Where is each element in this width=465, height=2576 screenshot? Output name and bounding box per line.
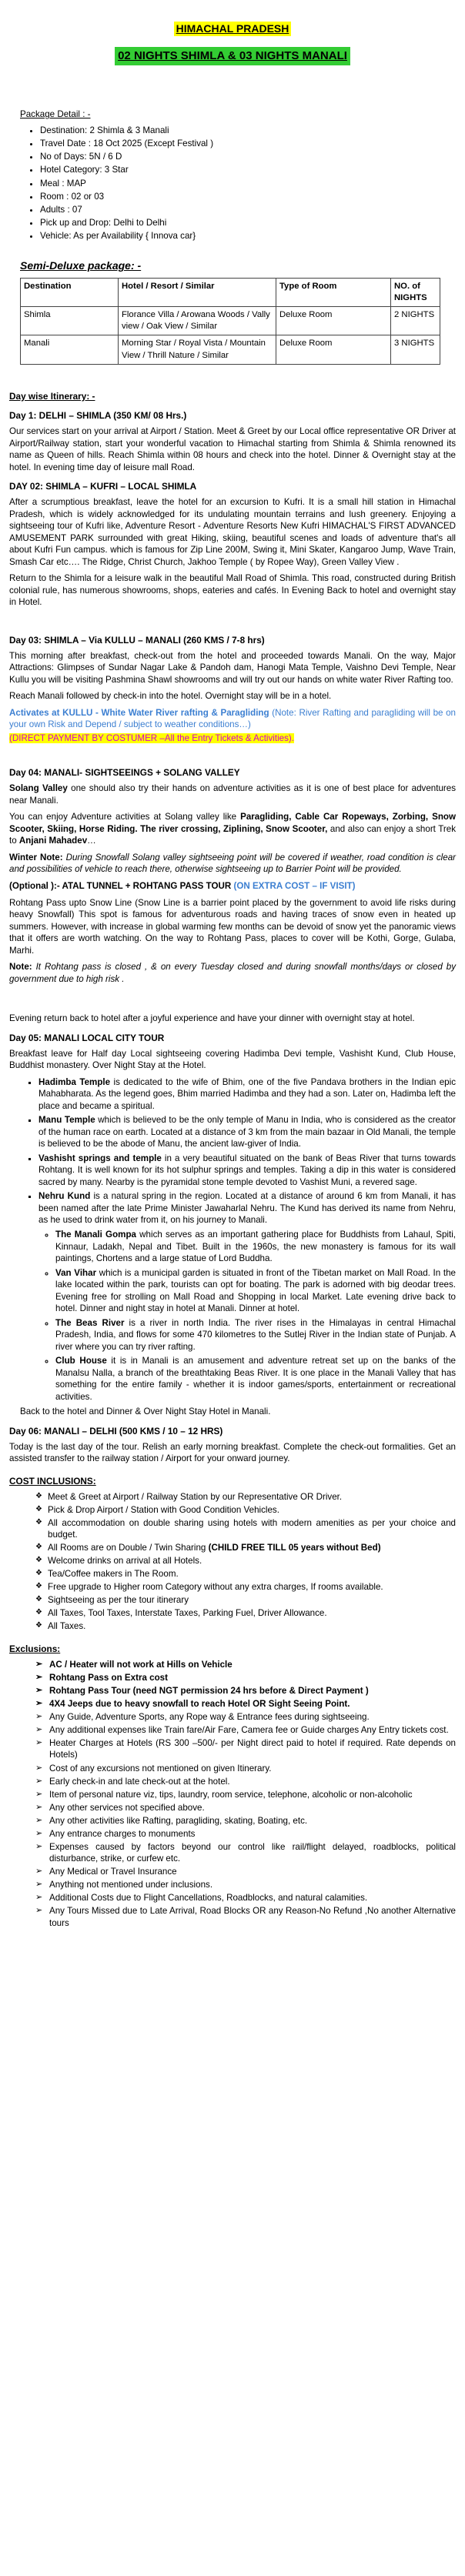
doc-title: HIMACHAL PRADESH: [174, 22, 292, 36]
exclusions-heading: Exclusions:: [9, 1643, 61, 1654]
list-item: [35, 1568, 456, 1580]
winter-label: Winter Note:: [9, 852, 63, 863]
day1-text: Our services start on your arrival at Airport / Station. Meet & Greet by our Local office representative OR Driver at Airport/Railway station, start your wonderful vacation to Himachal starting from Shimla & Shimla renowned its name as Queen of hills. Reach Shimla within 08 hours and check into the hotel. Dinner & Overnight stay at the hotel. In evening time day of leisure mall Road.: [9, 426, 456, 472]
day3-para2: Reach Manali followed by check-in into the hotel. Overnight stay will be in a hotel.: [9, 691, 332, 702]
direct-payment-note: (DIRECT PAYMENT BY COSTUMER –All the Entry Tickets & Activities).: [9, 732, 295, 743]
table-cell: Deluxe Room: [276, 335, 391, 364]
manali-more-sights-list: [9, 1229, 456, 1403]
hotel-table: [20, 278, 440, 365]
table-cell: Manali: [21, 335, 119, 364]
list-item: ➢ Any additional expenses like Train fare/Air Fare, Camera fee or Guide charges Any Entry tickets cost.: [35, 1724, 456, 1737]
table-header: Destination: [21, 278, 119, 306]
winter-note: [9, 852, 456, 876]
sight-text: which is believed to be the only temple of Manu in India, who is considered as the creator of the human race on earth. Located at a distance of 3 km from the main bazaar in Old Manali, the temple is believed to be the abode of Manu, the ancient law-giver of India.: [38, 1115, 456, 1150]
day4-evening: Evening return back to hotel after a joyful experience and have your dinner with overnight stay at hotel.: [9, 1013, 415, 1024]
sight-name: Hadimba Temple: [38, 1076, 111, 1087]
sight-name: Vashisht springs and temple: [38, 1153, 162, 1163]
manali-sights-list: [9, 1076, 456, 1226]
inclusion-text: Meet & Greet at Airport / Railway Station by our Representative OR Driver.: [48, 1491, 343, 1502]
day3-title: Day 03: SHIMLA – Via KULLU – MANALI (260 KMS / 7-8 hrs): [9, 634, 265, 646]
table-row: [21, 307, 440, 335]
package-detail-list: [9, 125, 456, 242]
itinerary-heading: Day wise Itinerary: -: [9, 390, 95, 402]
day3-para1: This morning after breakfast, check-out from the hotel and proceeded towards Manali. On the way, Major Attractions: Glimpses of Sundar Nagar Lake & Pandoh dam, Hanogi Mata Temple, Vaishno Devi Temple, Near Kullu you will be visiting Pashmina Shawl showrooms and will try out our hands on white water River Rafting too.: [9, 650, 456, 685]
list-item: ➢ Rohtang Pass Tour (need NGT permission 24 hrs before & Direct Payment ): [35, 1685, 456, 1697]
list-item: ➢ Any other activities like Rafting, paragliding, skating, Boating, etc.: [35, 1815, 456, 1827]
day2-para1: After a scrumptious breakfast, leave the hotel for an excursion to Kufri. It is a small hill station in Himachal Pradesh, which is widely acknowledged for its undulating mountain terrains and lush greenery. Enjoying a sightseeing tour of Kufri like, Adventure Resort - Adventure Resorts New Kufri HIMACHAL'S FIRST ADVANCED AMUSEMENT PARK surrounded with great Hiking, skiing, beautiful scenes and loads of adventure that's all about Kufri Fun campus. which is famous for Zip Line 200M, Swing it, Mini Skater, Kangaroo Jump, Wave Train, Smash Car etc…. The Ridge, Christ Church, Jakhoo Temple ( by Ropee Way), Green Valley View .: [9, 497, 456, 567]
doc-subtitle: 02 NIGHTS SHIMLA & 03 NIGHTS MANALI: [115, 47, 350, 65]
list-item: • Adults : 07: [40, 204, 456, 216]
list-item: • Vehicle: As per Availability { Innova car}: [40, 230, 456, 242]
day4-para2: [9, 811, 456, 847]
exclusions-list: [9, 1659, 456, 1930]
list-item: [35, 1542, 456, 1554]
list-item: • Destination: 2 Shimla & 3 Manali: [40, 125, 456, 137]
table-header: Hotel / Resort / Similar: [119, 278, 276, 306]
table-row: [21, 335, 440, 364]
list-item: ➢ Early check-in and late check-out at the hotel.: [35, 1776, 456, 1788]
sight-name: Manu Temple: [38, 1115, 95, 1126]
inclusion-text: All Taxes.: [48, 1621, 86, 1632]
day5-title: Day 05: MANALI LOCAL CITY TOUR: [9, 1032, 165, 1043]
list-item: ➢ Rohtang Pass on Extra cost: [35, 1672, 456, 1684]
list-item: [35, 1491, 456, 1503]
day2-para2: Return to the Shimla for a leisure walk in the beautiful Mall Road of Shimla. This road, constructed during British colonial rule, has numerous showrooms, shops, eateries and cafés. In Evening Back to hotel and overnight stay in Hotel.: [9, 573, 456, 608]
list-item: [35, 1594, 456, 1607]
list-item: ➢ Heater Charges at Hotels (RS 300 –500/- per Night direct paid to hotel if required. Rate depends on Hotels): [35, 1737, 456, 1761]
list-item: ➢ Item of personal nature viz, tips, laundry, room service, telephone, alcoholic or non-alcoholic: [35, 1789, 456, 1801]
sight-name: The Beas River: [55, 1317, 125, 1328]
inclusion-text: Sightseeing as per the tour itinerary: [48, 1595, 189, 1606]
list-item: ➢ Additional Costs due to Flight Cancellations, Roadblocks, and natural calamities.: [35, 1892, 456, 1904]
sight-text: it is in Manali is an amusement and adventure retreat set up on the banks of the Manalsu Nalla, a branch of the breathtaking Beas River. It is one place in the Manali Valley that has something for the entire family - whether it is indoor games/sports, entertainment or recreational activities.: [55, 1356, 456, 1402]
package-heading: Package Detail : -: [20, 108, 91, 119]
list-item: [35, 1504, 456, 1517]
list-item: • No of Days: 5N / 6 D: [40, 151, 456, 163]
day4-para3: Rohtang Pass upto Snow Line (Snow Line is a barrier point placed by the government to avoid life risks during heavy Snowfall) This spot is famous for adventurous roads and having traces of snow even in heated up summers. However, with increase in global warming few months can be devoid of snow yet the panoramic views that it offers are worth watching. On the way to Rohtang Pass, places to cover will be Kothi, Gorge, Gulaba, Marhi.: [9, 897, 456, 956]
list-item: ➢ Any other services not specified above.: [35, 1802, 456, 1814]
day5-back: Back to the hotel and Dinner & Over Night Stay Hotel in Manali.: [20, 1406, 271, 1417]
list-item: [38, 1076, 456, 1113]
day4-para1: [9, 782, 456, 806]
sight-name: Van Vihar: [55, 1267, 97, 1278]
sight-text: is dedicated to the wife of Bhim, one of the five Pandava brothers in the Indian epic Mahabharata. As the legend goes, Bhim married Hadimba and they had a son. Later on, Hadimba left the place and became a spiritual.: [38, 1076, 456, 1111]
list-item: ➢ Any Guide, Adventure Sports, any Rope way & Entrance fees during sightseeing.: [35, 1711, 456, 1723]
day1-title: Day 1: DELHI – SHIMLA (350 KM/ 08 Hrs.): [9, 410, 187, 422]
semi-deluxe-heading: Semi-Deluxe package: -: [20, 259, 142, 272]
list-item: [35, 1555, 456, 1567]
note-label: Note:: [9, 962, 32, 973]
activity-list: Paragliding, Cable Car Ropeways, Zorbing, Snow Scooter, Skiing, Horse Riding. The river crossing, Ziplining, Snow Scooter,: [9, 812, 456, 834]
sight-name: The Manali Gompa: [55, 1230, 136, 1240]
title-wrap: [9, 8, 456, 36]
table-cell: 2 NIGHTS: [391, 307, 440, 335]
sight-text: in a very beautiful situated on the bank of Beas River that turns towards Rohtang. It is well known for its hot sulphur springs and temples. Taking a dip in this water is considered sacred by many. Nearby is the pyramidal stone temple devoted to Vashist Muni, a revered sage.: [38, 1153, 456, 1187]
table-header: NO. of NIGHTS: [391, 278, 440, 306]
inclusion-bold: (CHILD FREE TILL 05 years without Bed): [208, 1543, 381, 1553]
inclusions-heading: COST INCLUSIONS:: [9, 1475, 96, 1487]
inclusion-text: Free upgrade to Higher room Category without any extra charges, If rooms available.: [48, 1582, 383, 1593]
list-item: [55, 1267, 456, 1315]
list-item: ➢ Any entrance charges to monuments: [35, 1828, 456, 1840]
day6-title: Day 06: MANALI – DELHI (500 KMS / 10 – 12 HRS): [9, 1425, 223, 1436]
activity-mid: and also can enjoy a short Trek to: [9, 823, 456, 846]
list-item: [55, 1229, 456, 1265]
table-cell: Shimla: [21, 307, 119, 335]
list-item: ➢ AC / Heater will not work at Hills on Vehicle: [35, 1659, 456, 1671]
sight-text: is a river in north India. The river rises in the Himalayas in central Himachal Pradesh, India, and flows for some 470 kilometres to the Sutlej River in the Indian state of Punjab. A river where you can try river rafting.: [55, 1317, 456, 1352]
sight-text: which is a municipal garden is situated in front of the Tibetan market on Mall Road. In the lake located within the park, tourists can opt for boating. The park is adorned with big deodar trees. Evening free for strolling on Mall Road and Shopping in local Market. Late evening drive back to hotel. Dinner and night stay in hotel at Manali. Dinner at hotel.: [55, 1267, 457, 1314]
list-item: ➢ Anything not mentioned under inclusions.: [35, 1879, 456, 1891]
sight-name: Nehru Kund: [38, 1191, 91, 1202]
list-item: [55, 1355, 456, 1403]
activity-note: (Note: River Rafting and paragliding will be on your own Risk and Depend / subject to weather conditions…): [9, 707, 456, 730]
list-item: ➢ 4X4 Jeeps due to heavy snowfall to reach Hotel OR Sight Seeing Point.: [35, 1698, 456, 1710]
list-item: [38, 1153, 456, 1189]
day6-text: Today is the last day of the tour. Relish an early morning breakfast. Complete the check-out formalities. Get an assisted transfer to the railway station / Airport for your onward journey.: [9, 1441, 456, 1464]
list-item: • Hotel Category: 3 Star: [40, 164, 456, 176]
sight-text: is a natural spring in the region. Located at a distance of around 6 km from Manali, it has been named after the late Prime Minister Jawaharlal Nehru. The Kund has derived its name from Nehru, as he used to drink water from it, on his journey to Manali.: [38, 1191, 456, 1226]
sight-name: Club House: [55, 1356, 107, 1366]
table-cell: Florance Villa / Arowana Woods / Vally view / Oak View / Similar: [119, 307, 276, 335]
list-item: [55, 1317, 456, 1353]
note-text: It Rohtang pass is closed , & on every Tuesday closed and during snowfall months/days or closed by government due to high risk .: [9, 962, 456, 984]
day4-title: Day 04: MANALI- SIGHTSEEINGS + SOLANG VALLEY: [9, 767, 240, 779]
list-item: ➢ Any Medical or Travel Insurance: [35, 1866, 456, 1878]
inclusion-text: Tea/Coffee makers in The Room.: [48, 1569, 179, 1580]
table-cell: Deluxe Room: [276, 307, 391, 335]
list-item: • Room : 02 or 03: [40, 191, 456, 203]
optional-label: (Optional ):- ATAL TUNNEL + ROHTANG PASS TOUR: [9, 880, 232, 891]
inclusion-text: Pick & Drop Airport / Station with Good Condition Vehicles.: [48, 1504, 279, 1515]
list-item: [38, 1114, 456, 1150]
table-cell: 3 NIGHTS: [391, 335, 440, 364]
day5-intro: Breakfast leave for Half day Local sightseeing covering Hadimba Devi temple, Vashisht Kund, Club House, Buddhist monastery. Over Night Stay at the Hotel.: [9, 1048, 456, 1071]
list-item: [35, 1620, 456, 1633]
sight-text: which serves as an important gathering place for Buddhists from Lahaul, Spiti, Kinnaur, Ladakh, Nepal and Tibet. Built in the 1960s, the new monastery is famous for its wall paintings, Chortens and a large statue of Lord Buddha.: [55, 1230, 456, 1264]
optional-cost: (ON EXTRA COST – IF VISIT): [233, 880, 356, 891]
activity-label: Activates at KULLU - White Water River rafting & Paragliding: [9, 707, 269, 718]
list-item: • Pick up and Drop: Delhi to Delhi: [40, 217, 456, 229]
day3-activity: [9, 707, 456, 731]
table-header: Type of Room: [276, 278, 391, 306]
optional-tour: [9, 880, 456, 893]
list-item: • Meal : MAP: [40, 178, 456, 190]
list-item: ➢ Any Tours Missed due to Late Arrival, Road Blocks OR any Reason-No Refund ,No another Alternative tours: [35, 1905, 456, 1929]
table-header-row: [21, 278, 440, 306]
inclusion-text: Welcome drinks on arrival at all Hotels.: [48, 1556, 202, 1567]
list-item: ➢ Cost of any excursions not mentioned on given Itinerary.: [35, 1763, 456, 1775]
solang-lead: Solang Valley: [9, 783, 68, 794]
day2-title: DAY 02: SHIMLA – KUFRI – LOCAL SHIMLA: [9, 481, 197, 492]
subtitle-wrap: [9, 36, 456, 65]
list-item: [35, 1607, 456, 1620]
list-item: [35, 1517, 456, 1541]
inclusions-list: [9, 1491, 456, 1633]
direct-payment-line: [9, 732, 456, 745]
inclusion-text: All accommodation on double sharing using hotels with modern amenities as per your choice and budget.: [48, 1517, 456, 1540]
solang-rest: one should also try their hands on adventure activities as it is one of best place for adventures near Manali.: [9, 783, 456, 806]
activity-intro: You can enjoy Adventure activities at Solang valley like: [9, 812, 241, 823]
inclusion-text: All Taxes, Tool Taxes, Interstate Taxes, Parking Fuel, Driver Allowance.: [48, 1608, 327, 1619]
winter-text: During Snowfall Solang valley sightseeing point will be covered if weather, road condition is clear and possibilities of vehicle to reach there, otherwise sightseeing up to Barrier Point will be provided.: [9, 852, 457, 875]
list-item: [35, 1581, 456, 1593]
inclusion-text: All Rooms are on Double / Twin Sharing: [48, 1543, 209, 1553]
list-item: • Travel Date : 18 Oct 2025 (Except Festival ): [40, 138, 456, 150]
anjani-mahadev: Anjani Mahadev: [18, 836, 88, 846]
table-cell: Morning Star / Royal Vista / Mountain View / Thrill Nature / Similar: [119, 335, 276, 364]
rohtang-note: [9, 961, 456, 985]
list-item: [38, 1190, 456, 1226]
activity-end: …: [87, 836, 96, 846]
list-item: ➢ Expenses caused by factors beyond our control like rail/flight delayed, roadblocks, political disturbance, strike, or curfew etc.: [35, 1841, 456, 1865]
